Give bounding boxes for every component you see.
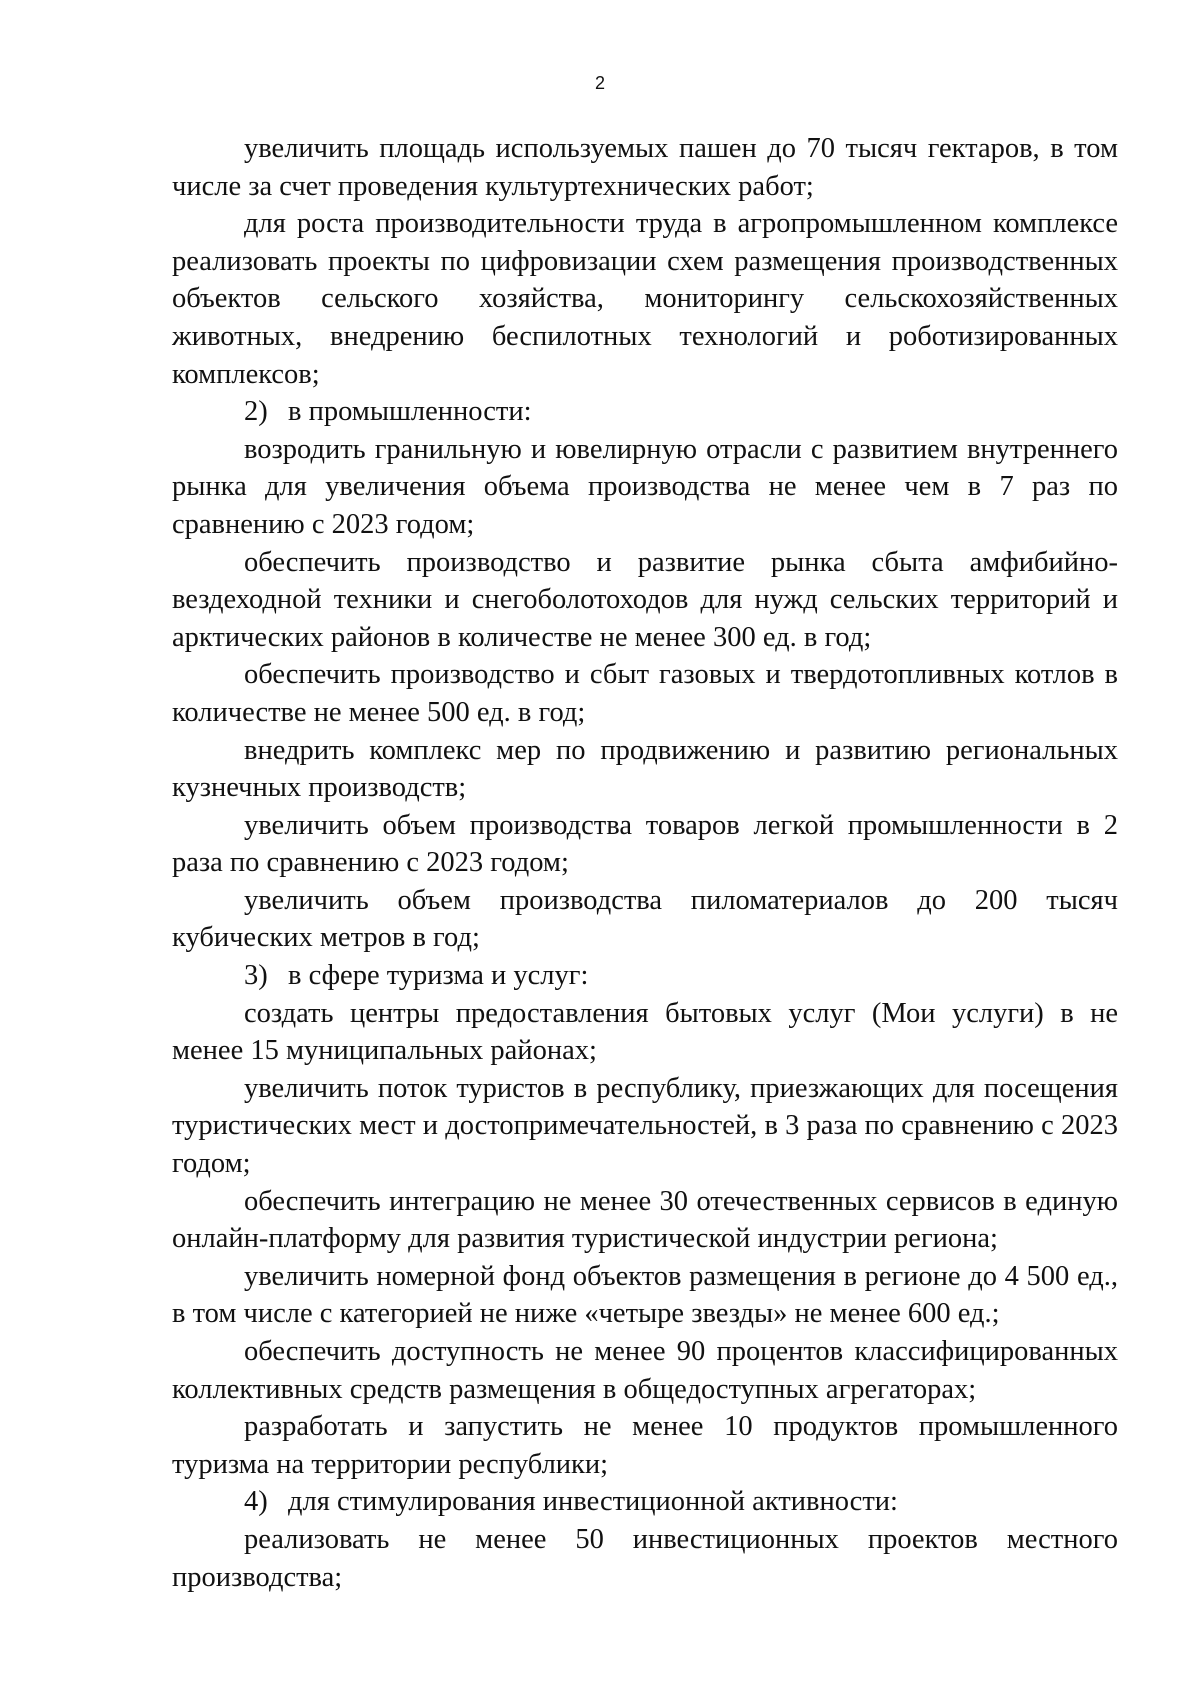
list-item-tourism-heading: 3) в сфере туризма и услуг: <box>172 957 1118 995</box>
paragraph-light-industry: увеличить объем производства товаров легкой промышленности в 2 раза по сравнению с 2023 годом; <box>172 809 1118 879</box>
paragraph-lumber: увеличить объем производства пиломатериалов до 200 тысяч кубических метров в год; <box>172 884 1118 954</box>
paragraph-arable-land: увеличить площадь используемых пашен до 70 тысяч гектаров, в том числе за счет проведения культуртехнических работ; <box>172 133 1118 202</box>
paragraph-agro-digitalization: для роста производительности труда в агропромышленном комплексе реализовать проекты по цифровизации схем размещения производственных объектов сельского хозяйства, мониторингу сельскохозяйственных животных, внедрению беспилотных технологий и роботизированных комплексов; <box>172 208 1118 390</box>
paragraph-jewelry-industry: возродить гранильную и ювелирную отрасли с развитием внутреннего рынка для увеличения объема производства не менее чем в 7 раз по сравнению с 2023 годом; <box>172 433 1118 540</box>
list-item-industry-heading: 2) в промышленности: <box>172 393 1118 431</box>
paragraph-boilers: обеспечить производство и сбыт газовых и твердотопливных котлов в количестве не менее 500 ед. в год; <box>172 659 1118 728</box>
document-body <box>172 130 1118 1596</box>
list-item-investment-heading: 4) для стимулирования инвестиционной активности: <box>172 1483 1118 1521</box>
list-marker: 4) <box>244 1486 268 1518</box>
paragraph-aggregators: обеспечить доступность не менее 90 процентов классифицированных коллективных средств размещения в общедоступных агрегаторах; <box>172 1336 1118 1405</box>
paragraph-service-centers: создать центры предоставления бытовых услуг (Мои услуги) в не менее 15 муниципальных районах; <box>172 997 1118 1067</box>
paragraph-online-platform: обеспечить интеграцию не менее 30 отечественных сервисов в единую онлайн-платформу для развития туристической индустрии региона; <box>172 1185 1118 1255</box>
paragraph-industrial-tourism: разработать и запустить не менее 10 продуктов промышленного туризма на территории республики; <box>172 1411 1118 1480</box>
paragraph-tourist-flow: увеличить поток туристов в республику, приезжающих для посещения туристических мест и достопримечательностей, в 3 раза по сравнению с 2023 годом; <box>172 1072 1118 1180</box>
paragraph-amphibious-vehicles: обеспечить производство и развитие рынка сбыта амфибийно-вездеходной техники и снегоболотоходов для нужд сельских территорий и арктических районов в количестве не менее 300 ед. в год; <box>172 546 1118 653</box>
paragraph-forging: внедрить комплекс мер по продвижению и развитию региональных кузнечных производств; <box>172 734 1118 804</box>
paragraph-investment-projects: реализовать не менее 50 инвестиционных проектов местного производства; <box>172 1523 1118 1593</box>
page-number: 2 <box>594 73 605 93</box>
paragraph-room-stock: увеличить номерной фонд объектов размещения в регионе до 4 500 ед., в том числе с категорией не ниже «четыре звезды» не менее 600 ед.; <box>172 1260 1118 1330</box>
list-marker: 2) <box>244 396 268 428</box>
list-marker: 3) <box>244 960 268 992</box>
